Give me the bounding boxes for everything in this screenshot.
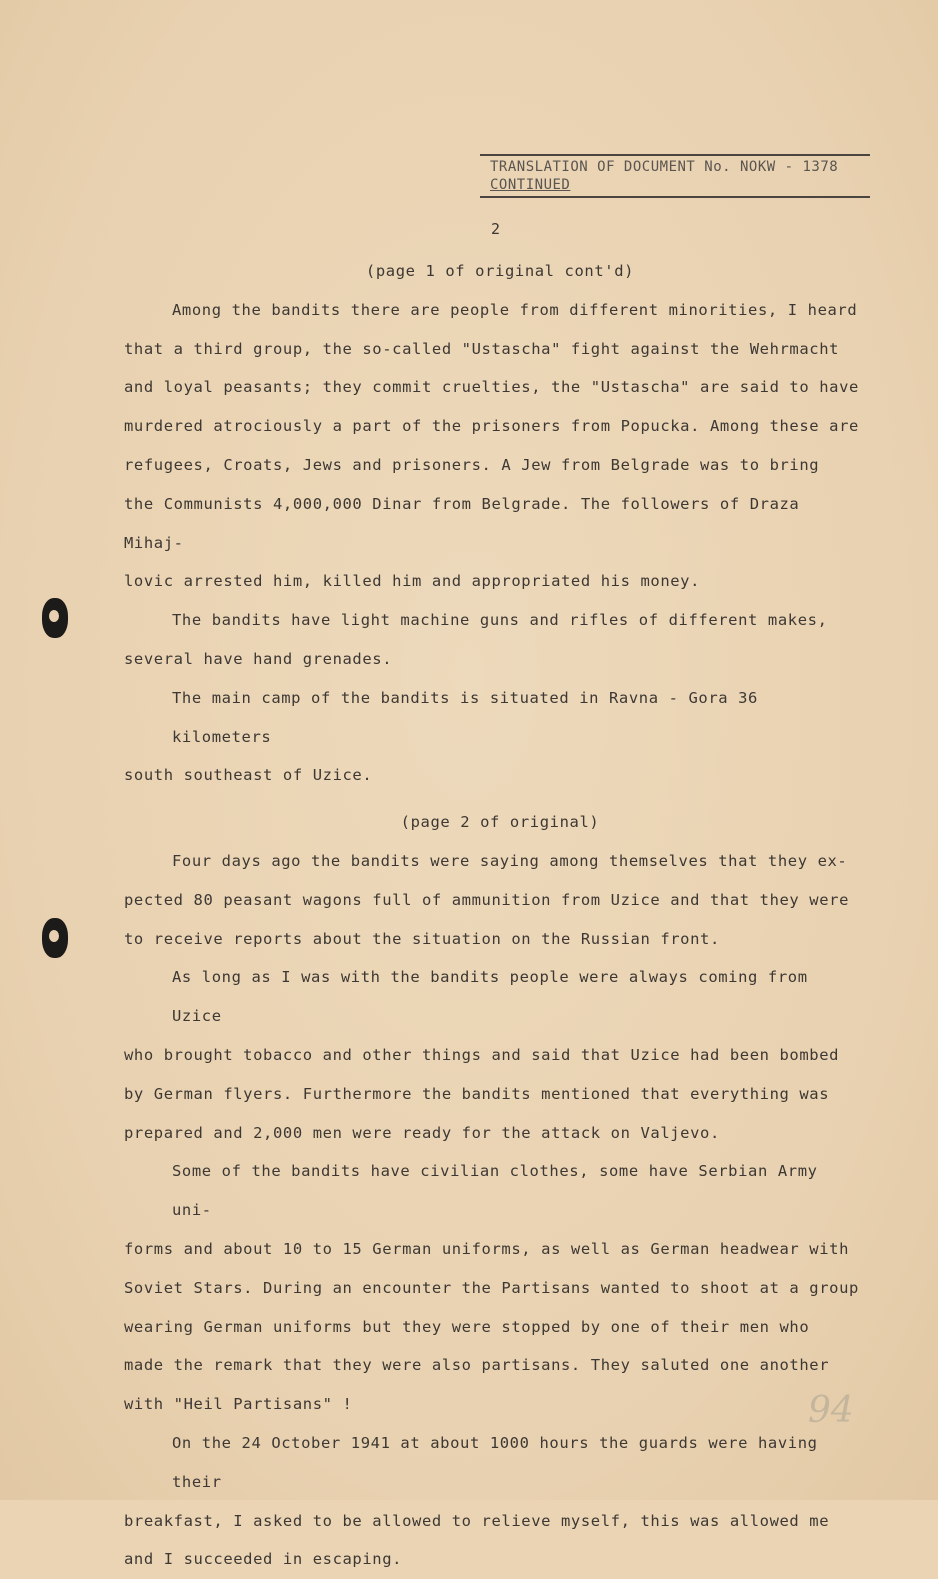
punch-hole-bottom — [42, 918, 68, 958]
header-top-rule — [480, 154, 870, 156]
text-line: and loyal peasants; they commit cruelties, the "Ustascha" are said to have — [124, 378, 859, 397]
text-line: wearing German uniforms but they were stopped by one of their men who — [124, 1317, 810, 1336]
text-line: breakfast, I asked to be allowed to relieve myself, this was allowed me — [124, 1511, 830, 1530]
text-line: As long as I was with the bandits people were always coming from Uzice — [172, 968, 808, 1026]
text-line: pected 80 peasant wagons full of ammunition from Uzice and that they were — [124, 890, 850, 909]
text-line: made the remark that they were also partisans. They saluted one another — [124, 1356, 830, 1375]
handwritten-page-mark: 94 — [808, 1390, 854, 1431]
text-line: On the 24 October 1941 at about 1000 hours the guards were having their — [172, 1433, 818, 1491]
text-line: forms and about 10 to 15 German uniforms, as well as German headwear with — [124, 1239, 850, 1258]
page-caption: (page 2 of original) — [400, 813, 600, 832]
text-line: Four days ago the bandits were saying among themselves that they ex- — [172, 851, 848, 870]
text-line: the Communists 4,000,000 Dinar from Belgrade. The followers of Draza Mihaj- — [124, 494, 800, 552]
text-line: by German flyers. Furthermore the bandits mentioned that everything was — [124, 1084, 830, 1103]
text-line: Among the bandits there are people from different minorities, I heard — [172, 300, 858, 319]
text-line: refugees, Croats, Jews and prisoners. A Jew from Belgrade was to bring — [124, 455, 820, 474]
text-line: Some of the bandits have civilian clothes, some have Serbian Army uni- — [172, 1162, 818, 1220]
document-header — [480, 154, 870, 198]
text-line: who brought tobacco and other things and said that Uzice had been bombed — [124, 1045, 840, 1064]
header-continued: CONTINUED — [490, 177, 571, 193]
text-line: The main camp of the bandits is situated in Ravna - Gora 36 kilometers — [172, 688, 758, 746]
text-line: lovic arrested him, killed him and appropriated his money. — [124, 572, 701, 591]
text-line: that a third group, the so-called "Ustascha" fight against the Wehrmacht — [124, 339, 840, 358]
text-line: with "Heil Partisans" ! — [124, 1395, 353, 1414]
text-line: Soviet Stars. During an encounter the Partisans wanted to shoot at a group — [124, 1278, 859, 1297]
text-line: The bandits have light machine guns and rifles of different makes, — [172, 611, 828, 630]
text-line: several have hand grenades. — [124, 649, 393, 668]
text-line: and I succeeded in escaping. — [124, 1550, 403, 1569]
header-bottom-rule — [480, 196, 870, 198]
text-line: to receive reports about the situation on the Russian front. — [124, 929, 720, 948]
text-line: south southeast of Uzice. — [124, 766, 373, 785]
text-line: murdered atrociously a part of the prisoners from Popucka. Among these are — [124, 417, 859, 436]
document-body — [124, 252, 864, 1579]
punch-hole-top — [42, 598, 68, 638]
page-number: 2 — [491, 220, 501, 238]
header-title: TRANSLATION OF DOCUMENT No. NOKW - 1378 — [490, 159, 839, 175]
text-line: prepared and 2,000 men were ready for the attack on Valjevo. — [124, 1123, 720, 1142]
page-caption: (page 1 of original cont'd) — [365, 262, 635, 280]
